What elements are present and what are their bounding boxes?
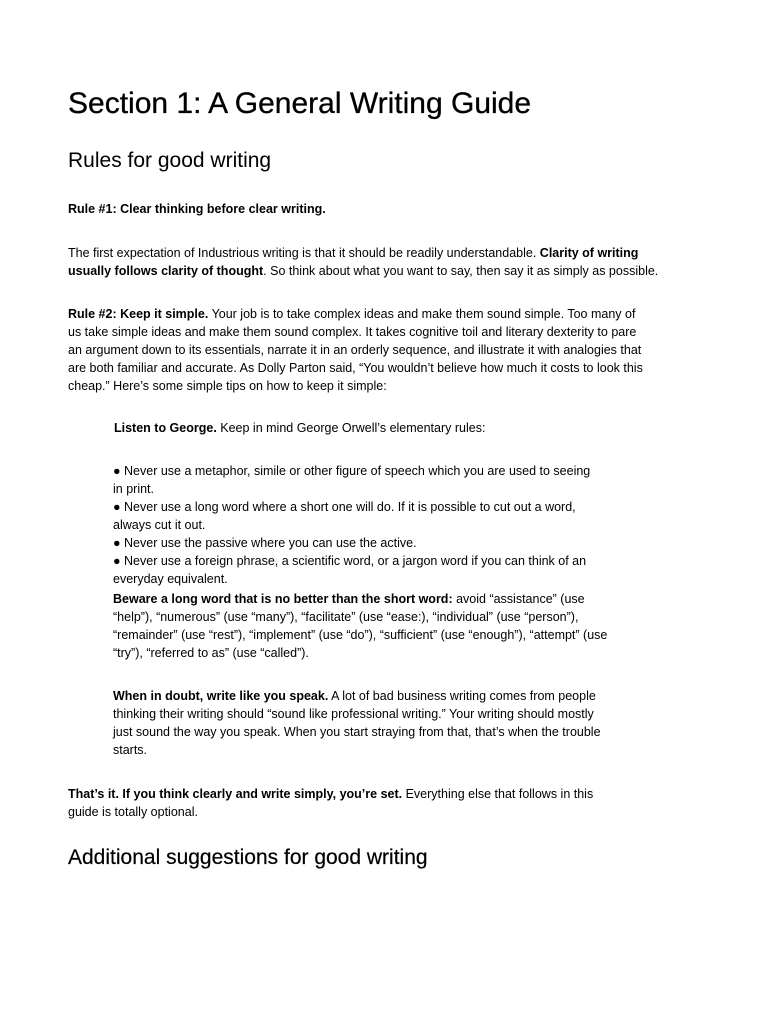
text-line bbox=[113, 741, 633, 759]
text-line bbox=[68, 785, 633, 803]
bold-run: When in doubt, write like you speak. bbox=[113, 689, 329, 703]
text-line bbox=[68, 377, 688, 395]
text-run: Everything else that follows in this bbox=[402, 787, 594, 801]
bold-run: usually follows clarity of thought bbox=[68, 264, 264, 278]
text-run: just sound the way you speak. When you start straying from that, that’s when the trouble bbox=[113, 725, 601, 739]
text-run: “remainder” (use “rest”), “implement” (use “do”), “sufficient” (use “enough”), “attempt” (use bbox=[113, 628, 608, 642]
section-subtitle: Rules for good writing bbox=[68, 149, 272, 172]
text-line bbox=[68, 244, 708, 262]
text-line bbox=[113, 590, 643, 608]
rule-1-heading: Rule #1: Clear thinking before clear writing. bbox=[68, 202, 326, 216]
text-line bbox=[68, 359, 688, 377]
text-line bbox=[68, 341, 688, 359]
text-run: are both familiar and accurate. As Dolly Parton said, “You wouldn’t believe how much it costs to look this bbox=[68, 361, 643, 375]
list-item: ● Never use a long word where a short one will do. If it is possible to cut out a word, bbox=[113, 500, 576, 514]
text-run: thinking their writing should “sound like professional writing.” Your writing should mostly bbox=[113, 707, 594, 721]
text-run: cheap.” Here’s some simple tips on how to keep it simple: bbox=[68, 379, 387, 393]
text-run: “try”), “referred to as” (use “called”). bbox=[113, 646, 309, 660]
text-line bbox=[113, 644, 643, 662]
text-line bbox=[68, 305, 688, 323]
list-item: ● Never use the passive where you can use the active. bbox=[113, 536, 417, 550]
paragraph-clarity bbox=[68, 244, 708, 280]
paragraph-write-like-you-speak bbox=[113, 687, 633, 759]
bold-run: That’s it. If you think clearly and write simply, you’re set. bbox=[68, 787, 403, 801]
bold-run: Rule #2: Keep it simple. bbox=[68, 307, 209, 321]
text-run: The first expectation of Industrious writing is that it should be readily understandable. bbox=[68, 246, 540, 260]
text-line bbox=[113, 626, 643, 644]
bold-run: Clarity of writing bbox=[539, 246, 639, 260]
text-line bbox=[68, 803, 633, 821]
list-item: always cut it out. bbox=[113, 518, 206, 532]
text-run: “help”), “numerous” (use “many”), “facilitate” (use “ease:), “individual” (use “person”), bbox=[113, 610, 579, 624]
text-line bbox=[113, 723, 633, 741]
text-line bbox=[68, 262, 708, 280]
text-line bbox=[113, 687, 633, 705]
text-run: us take simple ideas and make them sound complex. It takes cognitive toil and literary dexterity to pare bbox=[68, 325, 637, 339]
text-run: A lot of bad business writing comes from people bbox=[328, 689, 596, 703]
list-item: everyday equivalent. bbox=[113, 572, 228, 586]
paragraph-thats-it bbox=[68, 785, 633, 821]
page-title: Section 1: A General Writing Guide bbox=[68, 87, 532, 120]
listen-to-george bbox=[114, 419, 485, 437]
text-run: Your job is to take complex ideas and make them sound simple. Too many of bbox=[208, 307, 636, 321]
list-item: ● Never use a metaphor, simile or other figure of speech which you are used to seeing bbox=[113, 464, 591, 478]
listen-bold-lead: Listen to George. bbox=[114, 421, 217, 435]
text-run: guide is totally optional. bbox=[68, 805, 198, 819]
text-line bbox=[113, 608, 643, 626]
text-run: starts. bbox=[113, 743, 148, 757]
orwell-rules-list bbox=[113, 462, 623, 588]
paragraph-keep-it-simple bbox=[68, 305, 688, 395]
list-item: in print. bbox=[113, 482, 154, 496]
section-heading-additional-suggestions: Additional suggestions for good writing bbox=[68, 846, 428, 869]
bold-run: Beware a long word that is no better than the short word: bbox=[113, 592, 453, 606]
text-run: avoid “assistance” (use bbox=[452, 592, 585, 606]
text-run: . So think about what you want to say, then say it as simply as possible. bbox=[263, 264, 659, 278]
text-line bbox=[68, 323, 688, 341]
listen-text: Keep in mind George Orwell’s elementary rules: bbox=[216, 421, 486, 435]
text-line bbox=[113, 705, 633, 723]
paragraph-beware-long-words bbox=[113, 590, 643, 662]
list-item: ● Never use a foreign phrase, a scientific word, or a jargon word if you can think of an bbox=[113, 554, 587, 568]
text-run: an argument down to its essentials, narrate it in an orderly sequence, and illustrate it with analogies that bbox=[68, 343, 642, 357]
